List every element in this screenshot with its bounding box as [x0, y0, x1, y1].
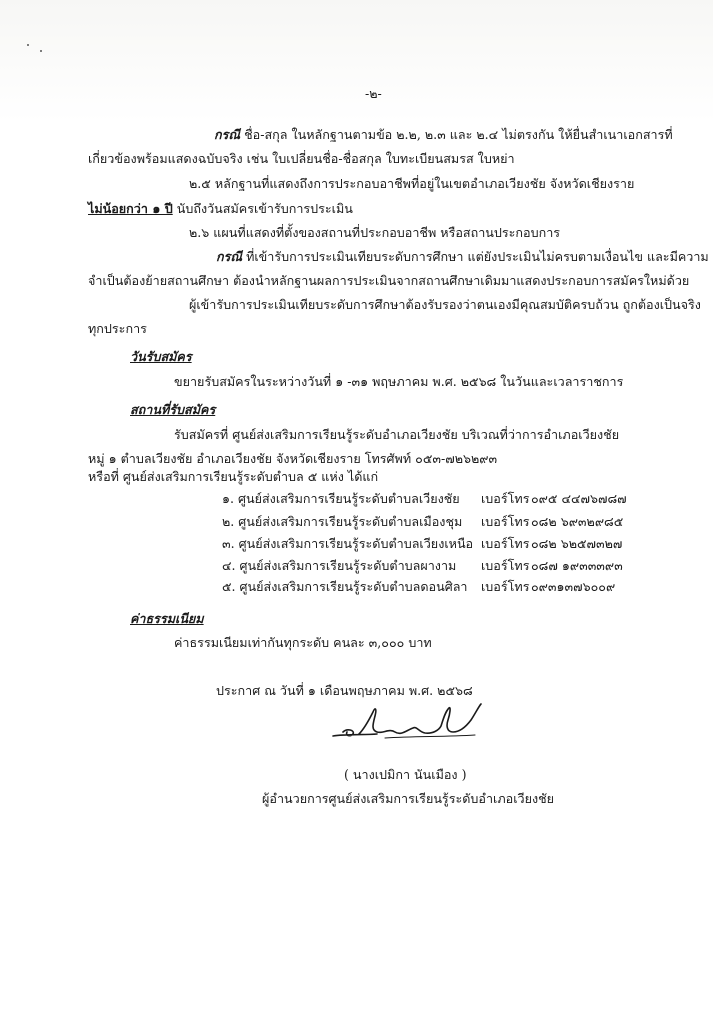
- scan-speck: [27, 44, 29, 46]
- para1-line1-text: ชื่อ-สกุล ในหลักฐานตามข้อ ๒.๒, ๒.๓ และ ๒.๔ ไม่ตรงกัน ให้ยื่นสำเนาเอกสารที่: [240, 127, 673, 142]
- item-2-5-line2: [88, 202, 353, 216]
- announcement-date: ประกาศ ณ วันที่ ๑ เดือนพฤษภาคม พ.ศ. ๒๕๖๘: [216, 683, 473, 698]
- center-phone: ๐๘๗ ๑๙๓๓๓๙๓: [531, 558, 623, 573]
- min-duration: ไม่น้อยกว่า ๑ ปี: [88, 201, 173, 216]
- phone-label: เบอร์โทร: [481, 491, 530, 506]
- item-2-6: ๒.๖ แผนที่แสดงที่ตั้งของสถานที่ประกอบอาชีพ หรือสถานประกอบการ: [189, 225, 561, 240]
- application-period-text: ขยายรับสมัครในระหว่างวันที่ ๑ -๓๑ พฤษภาคม พ.ศ. ๒๕๖๘ ในวันและเวลาราชการ: [174, 374, 624, 389]
- application-place-line2: หมู่ ๑ ตำบลเวียงชัย อำเภอเวียงชัย จังหวัดเชียงราย โทรศัพท์ ๐๕๓-๗๒๖๒๙๓: [88, 451, 498, 466]
- scan-speck: [40, 50, 42, 52]
- para2-line1: [216, 250, 709, 264]
- phone-label: เบอร์โทร: [481, 514, 530, 529]
- application-place-line1: รับสมัครที่ ศูนย์ส่งเสริมการเรียนรู้ระดับอำเภอเวียงชัย บริเวณที่ว่าการอำเภอเวียงชัย: [174, 427, 620, 442]
- fee-text: ค่าธรรมเนียมเท่ากันทุกระดับ คนละ ๓,๐๐๐ บาท: [174, 635, 432, 650]
- para1-line1: [214, 128, 673, 142]
- center-name: ๓. ศูนย์ส่งเสริมการเรียนรู้ระดับตำบลเวียงเหนือ: [222, 536, 474, 551]
- fee-heading: ค่าธรรมเนียม: [130, 611, 204, 626]
- signer-position: ผู้อำนวยการศูนย์ส่งเสริมการเรียนรู้ระดับอำเภอเวียงชัย: [262, 791, 555, 806]
- center-name: ๕. ศูนย์ส่งเสริมการเรียนรู้ระดับตำบลดอนศิลา: [222, 579, 468, 594]
- center-phone: ๐๘๒ ๖๙๓๒๙๘๕: [531, 514, 624, 529]
- signer-name: ( นางเปมิกา นันเมือง ): [344, 767, 467, 782]
- page-number: -๒-: [365, 86, 382, 101]
- para2-line1-text: ที่เข้ารับการประเมินเทียบระดับการศึกษา แต่ยังประเมินไม่ครบตามเงื่อนไข และมีความ: [242, 249, 709, 264]
- center-phone: ๐๙๕ ๔๔๗๖๗๘๗: [531, 491, 627, 506]
- para1-line2: เกี่ยวข้องพร้อมแสดงฉบับจริง เช่น ใบเปลี่ยนชื่อ-ชื่อสกุล ใบทะเบียนสมรส ใบหย่า: [88, 151, 515, 166]
- center-name: ๔. ศูนย์ส่งเสริมการเรียนรู้ระดับตำบลผางาม: [222, 558, 457, 573]
- item-2-5-line2-text: นับถึงวันสมัครเข้ารับการประเมิน: [172, 201, 353, 216]
- case-label: กรณี: [216, 249, 243, 264]
- phone-label: เบอร์โทร: [481, 536, 530, 551]
- center-phone: ๐๙๓๑๓๗๖๐๐๙: [531, 579, 616, 594]
- phone-label: เบอร์โทร: [481, 579, 530, 594]
- signature-image: [325, 690, 500, 750]
- case-label: กรณี: [214, 127, 241, 142]
- phone-label: เบอร์โทร: [481, 558, 530, 573]
- para3-line1: ผู้เข้ารับการประเมินเทียบระดับการศึกษาต้องรับรองว่าตนเองมีคุณสมบัติครบถ้วน ถูกต้องเป็นจริง: [189, 297, 701, 312]
- para2-line2: จำเป็นต้องย้ายสถานศึกษา ต้องนำหลักฐานผลการประเมินจากสถานศึกษาเดิมมาแสดงประกอบการสมัครใหม่ด้วย: [88, 273, 690, 288]
- para3-line2: ทุกประการ: [88, 321, 147, 336]
- center-name: ๒. ศูนย์ส่งเสริมการเรียนรู้ระดับตำบลเมืองชุม: [222, 514, 463, 529]
- center-phone: ๐๘๒ ๖๒๕๗๓๒๗: [531, 536, 623, 551]
- application-period-heading: วันรับสมัคร: [130, 349, 192, 364]
- center-name: ๑. ศูนย์ส่งเสริมการเรียนรู้ระดับตำบลเวียงชัย: [222, 491, 460, 506]
- application-place-heading: สถานที่รับสมัคร: [130, 402, 216, 417]
- item-2-5-line1: ๒.๕ หลักฐานที่แสดงถึงการประกอบอาชีพที่อยู่ในเขตอำเภอเวียงชัย จังหวัดเชียงราย: [189, 176, 635, 191]
- application-place-line3: หรือที่ ศูนย์ส่งเสริมการเรียนรู้ระดับตำบล ๕ แห่ง ได้แก่: [88, 469, 379, 484]
